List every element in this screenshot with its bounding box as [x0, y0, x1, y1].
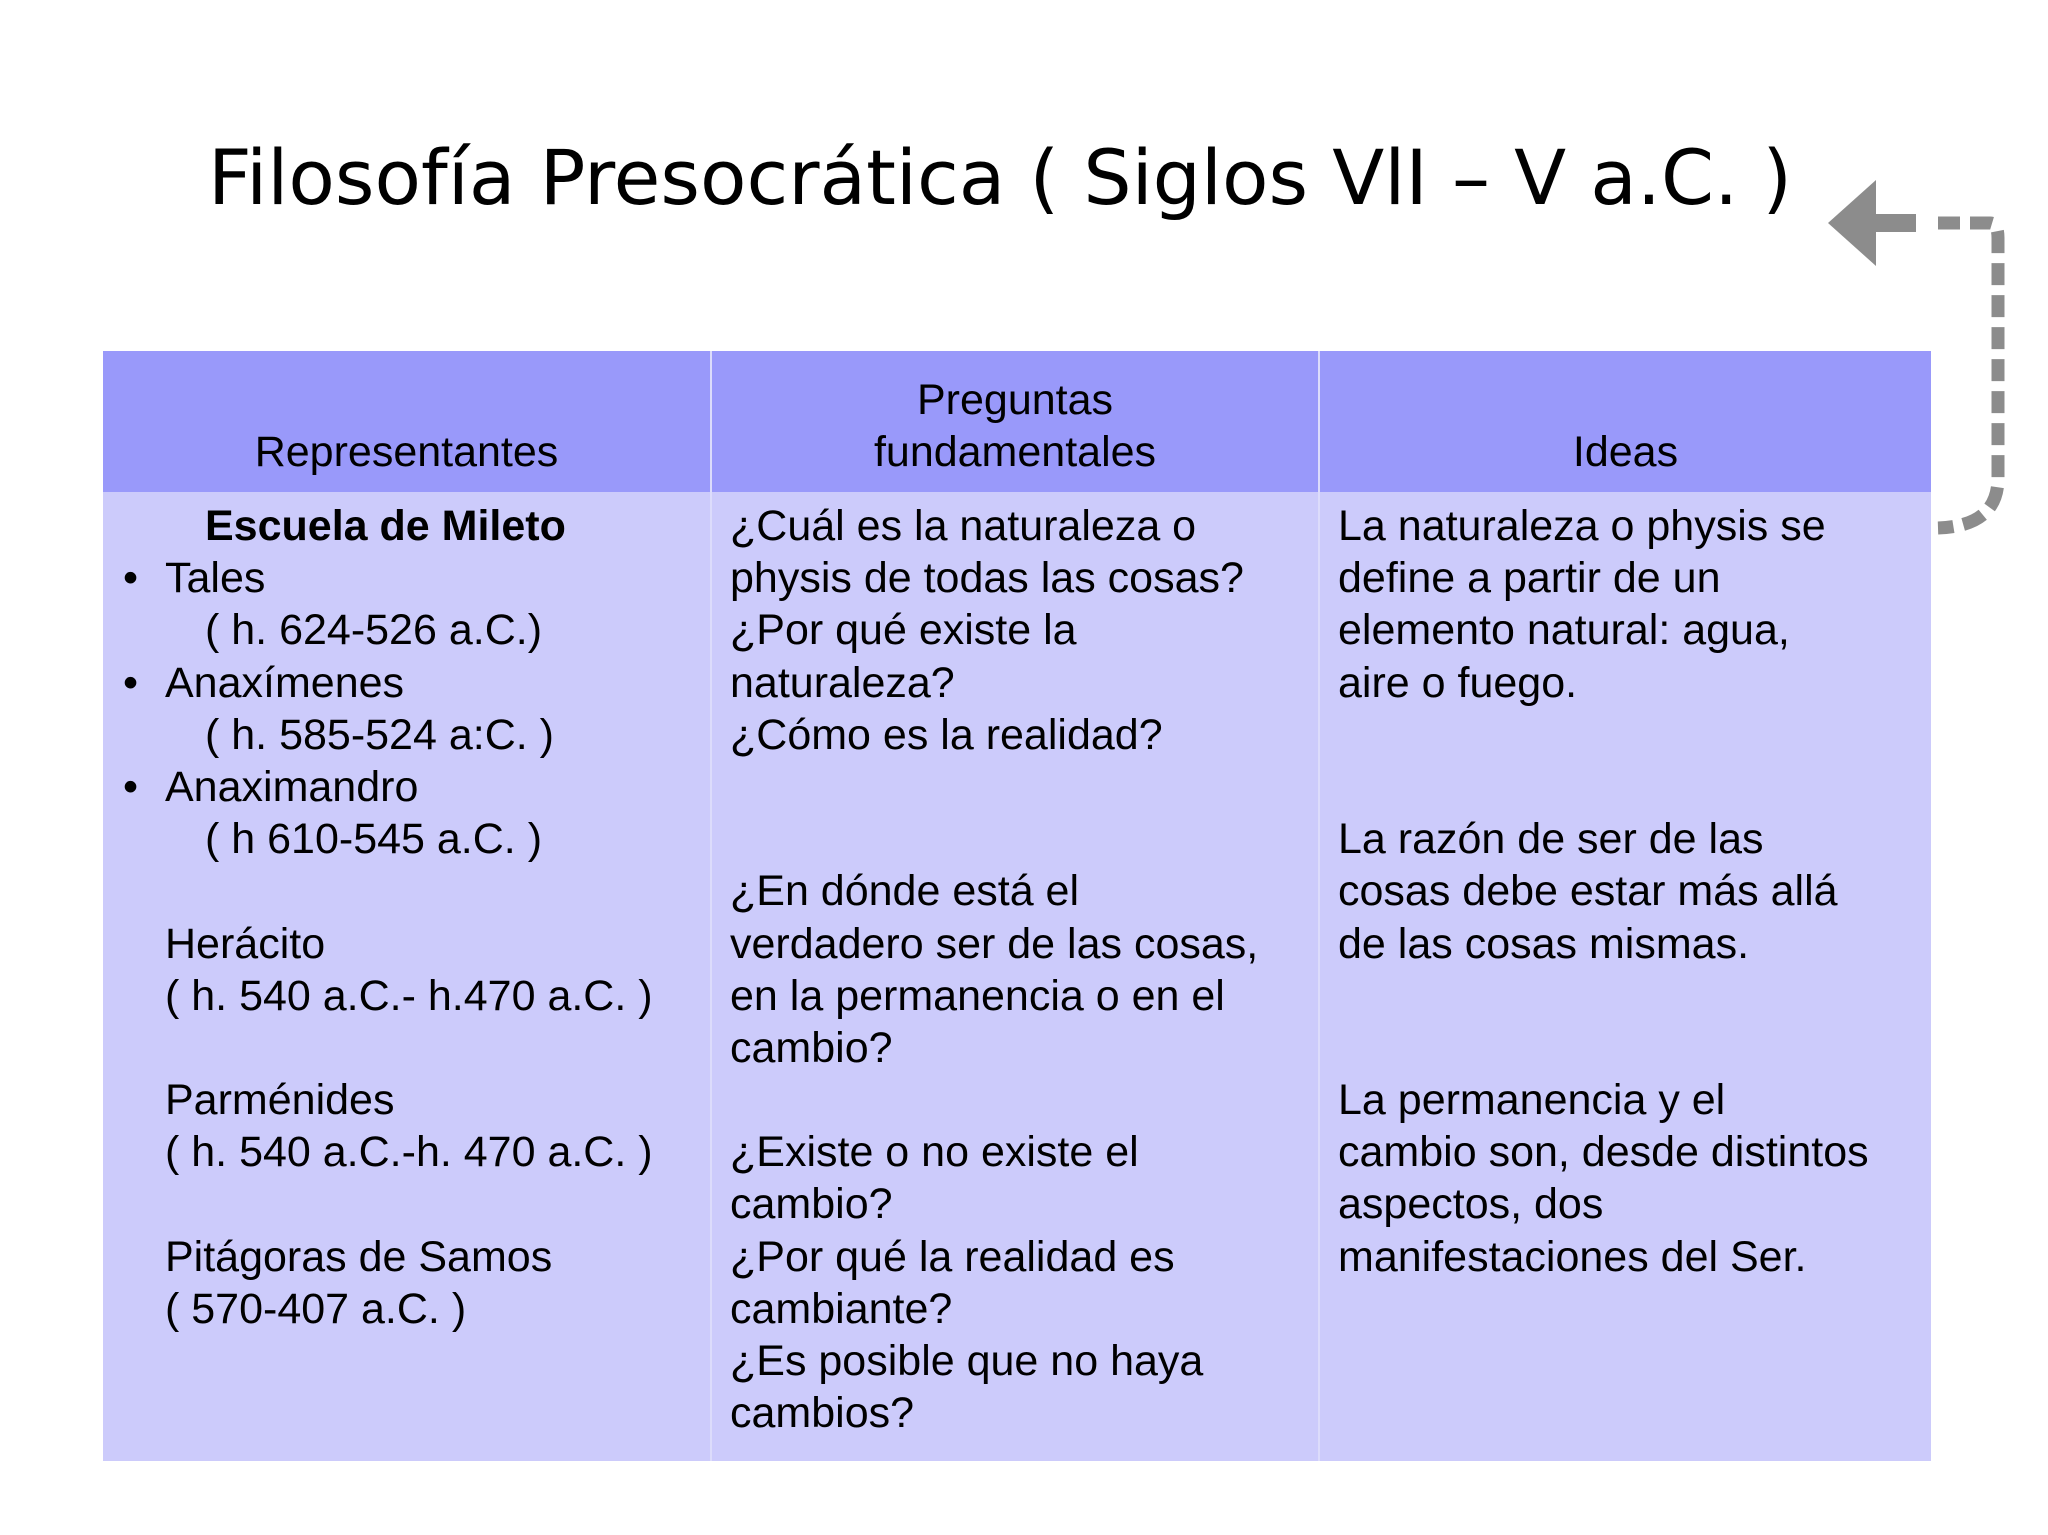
spacer: [1338, 970, 1913, 1022]
idea-line: define a partir de un: [1338, 554, 1721, 603]
philosopher-dates: ( h. 540 a.C.- h.470 a.C. ): [165, 971, 653, 1020]
spacer: [165, 865, 692, 917]
slide-title: Filosofía Presocrática ( Siglos VlI – V a.C. ): [207, 133, 1793, 222]
question-line: cambiante?: [730, 1284, 953, 1333]
question-line: cambio?: [730, 1180, 893, 1229]
philosopher-dates: ( h. 585-524 a:C. ): [205, 710, 554, 759]
philosopher-name: • Anaxímenes: [165, 657, 692, 709]
spacer: [1338, 709, 1913, 761]
preguntas-cell: [711, 492, 1319, 1461]
question-line: ¿En dónde está el: [730, 867, 1080, 916]
philosopher-dates: ( h 610-545 a.C. ): [205, 815, 543, 864]
question-line: cambio?: [730, 1023, 893, 1072]
header-preguntas-line1: Preguntas: [916, 376, 1114, 424]
idea-line: aspectos, dos: [1338, 1180, 1604, 1229]
idea-line: La naturaleza o physis se: [1338, 502, 1826, 550]
question-line: ¿Es posible que no haya: [730, 1337, 1204, 1385]
spacer: [165, 1022, 692, 1074]
question-line: verdadero ser de las cosas,: [730, 919, 1259, 968]
spacer: [1338, 1022, 1913, 1074]
school-label: Escuela de Mileto: [205, 502, 566, 550]
idea-line: La permanencia y el: [1338, 1076, 1726, 1125]
representantes-cell: [103, 492, 711, 1461]
philosopher-dates: ( h. 624-526 a.C.): [205, 606, 543, 655]
header-preguntas: [711, 351, 1319, 492]
philosopher-name: • Anaximandro: [165, 761, 692, 813]
question-line: en la permanencia o en el: [730, 971, 1225, 1020]
idea-line: manifestaciones del Ser.: [1338, 1232, 1807, 1281]
spacer: [730, 813, 1300, 865]
idea-line: cambio son, desde distintos: [1338, 1128, 1869, 1177]
spacer: [1338, 761, 1913, 813]
philosopher-name: Pitágoras de Samos: [165, 1232, 553, 1281]
question-line: ¿Cómo es la realidad?: [730, 710, 1163, 759]
philosopher-name: Herácito: [165, 919, 326, 968]
header-preguntas-line2: fundamentales: [873, 428, 1157, 476]
question-line: ¿Por qué existe la: [730, 606, 1077, 655]
idea-line: elemento natural: agua,: [1338, 606, 1790, 655]
philosopher-name: Parménides: [165, 1076, 395, 1125]
header-ideas: Ideas: [1319, 351, 1931, 492]
philosopher-name: • Tales: [165, 552, 692, 604]
presocratic-table: [103, 351, 1931, 1461]
question-line: cambios?: [730, 1389, 915, 1438]
idea-line: La razón de ser de las: [1338, 815, 1764, 864]
philosopher-dates: ( 570-407 a.C. ): [165, 1284, 467, 1333]
table-row: [103, 492, 1931, 1461]
ideas-cell: [1319, 492, 1931, 1461]
question-line: physis de todas las cosas?: [730, 554, 1244, 603]
spacer: [730, 761, 1300, 813]
idea-line: aire o fuego.: [1338, 658, 1578, 707]
question-line: ¿Cuál es la naturaleza o: [730, 502, 1197, 550]
question-line: ¿Existe o no existe el: [730, 1128, 1139, 1177]
idea-line: cosas debe estar más allá: [1338, 867, 1838, 916]
idea-line: de las cosas mismas.: [1338, 919, 1750, 968]
philosopher-dates: ( h. 540 a.C.-h. 470 a.C. ): [165, 1128, 653, 1177]
question-line: naturaleza?: [730, 658, 955, 707]
spacer: [730, 1074, 1300, 1126]
spacer: [165, 1178, 692, 1230]
question-line: ¿Por qué la realidad es: [730, 1232, 1175, 1281]
header-representantes: Representantes: [103, 351, 711, 492]
table-header-row: [103, 351, 1931, 492]
